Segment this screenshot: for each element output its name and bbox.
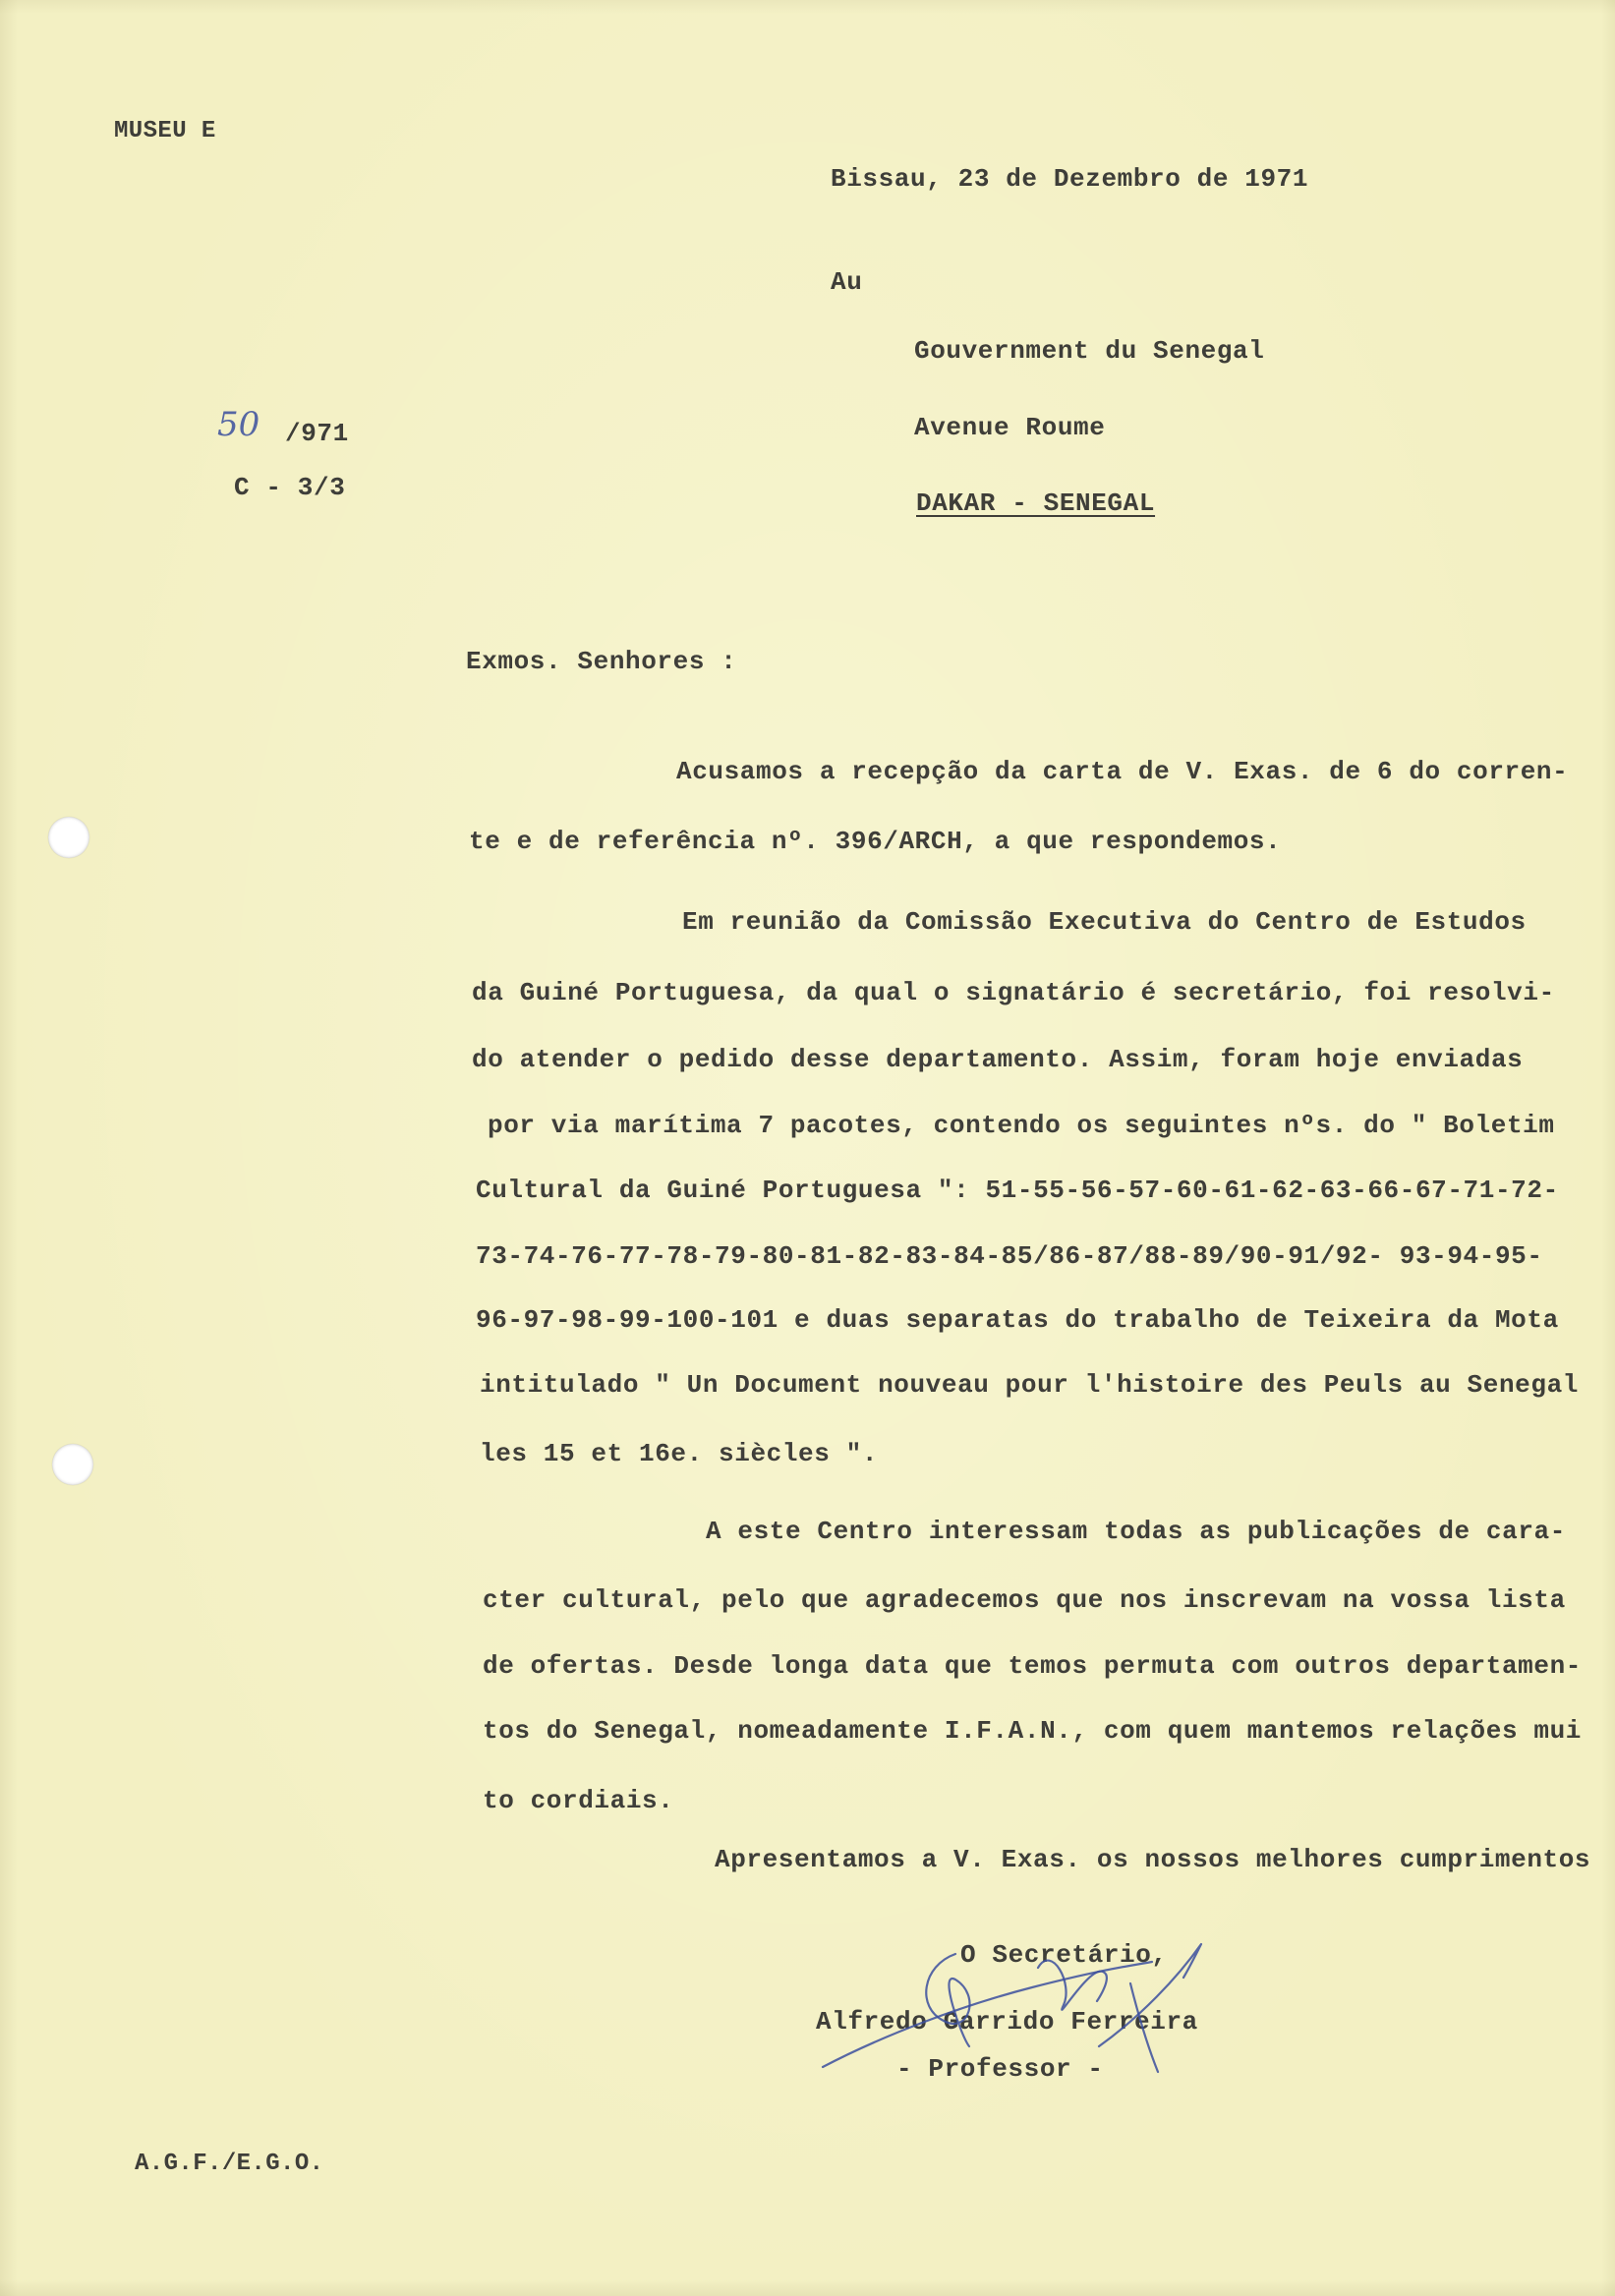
paragraph-line: por via marítima 7 pacotes, contendo os seguintes nºs. do " Boletim	[488, 1111, 1555, 1140]
signature-stroke	[823, 1962, 1152, 2067]
typist-initials: A.G.F./E.G.O.	[135, 2151, 324, 2177]
paragraph-line: cter cultural, pelo que agradecemos que nos inscrevam na vossa lista	[483, 1585, 1566, 1615]
paragraph-line: 96-97-98-99-100-101 e duas separatas do trabalho de Teixeira da Mota	[476, 1305, 1559, 1335]
greeting: Exmos. Senhores :	[466, 647, 737, 676]
recipient-line-city: DAKAR - SENEGAL	[916, 488, 1156, 518]
paragraph-line: tos do Senegal, nomeadamente I.F.A.N., com quem mantemos relações mui	[483, 1716, 1582, 1746]
signature-stroke	[926, 1954, 969, 2046]
recipient-line-organization: Gouvernment du Senegal	[914, 336, 1265, 366]
paragraph-line: Acusamos a recepção da carta de V. Exas. de 6 do corren-	[676, 757, 1569, 786]
signature-stroke	[1038, 1961, 1107, 2010]
recipient-line-street: Avenue Roume	[914, 413, 1106, 442]
file-code: C - 3/3	[234, 473, 346, 502]
handwritten-signature	[806, 1926, 1219, 2084]
museum-code: MUSEU E	[114, 118, 216, 144]
signatory-title: O Secretário,	[960, 1940, 1168, 1970]
paragraph-line: 73-74-76-77-78-79-80-81-82-83-84-85/86-87/88-89/90-91/92- 93-94-95-	[476, 1241, 1543, 1271]
paragraph-line: A este Centro interessam todas as publicações de cara-	[706, 1517, 1566, 1546]
reference-year: /971	[285, 419, 349, 448]
signature-stroke	[1099, 1944, 1201, 2046]
place-date: Bissau, 23 de Dezembro de 1971	[831, 164, 1309, 194]
paragraph-line: Cultural da Guiné Portuguesa ": 51-55-56-57-60-61-62-63-66-67-71-72-	[476, 1176, 1559, 1205]
recipient-salutation: Au	[831, 267, 863, 297]
handwritten-reference-number: 50	[217, 405, 260, 444]
paragraph-line: da Guiné Portuguesa, da qual o signatário é secretário, foi resolvi-	[472, 978, 1555, 1007]
paragraph-line: to cordiais.	[483, 1786, 674, 1815]
signatory-name: Alfredo Garrido Ferreira	[816, 2007, 1198, 2037]
paragraph-line: les 15 et 16e. siècles ".	[480, 1439, 879, 1468]
paragraph-line: Em reunião da Comissão Executiva do Centro de Estudos	[682, 907, 1527, 937]
punch-hole-bottom	[52, 1444, 93, 1485]
paragraph-line: de ofertas. Desde longa data que temos permuta com outros departamen-	[483, 1651, 1582, 1681]
signature-stroke	[1130, 1983, 1158, 2072]
paragraph-line: te e de referência nº. 396/ARCH, a que respondemos.	[469, 827, 1282, 856]
paragraph-line: do atender o pedido desse departamento. Assim, foram hoje enviadas	[472, 1045, 1524, 1074]
punch-hole-top	[48, 817, 89, 858]
closing-line: Apresentamos a V. Exas. os nossos melhores cumprimentos	[715, 1845, 1591, 1874]
signatory-role: - Professor -	[896, 2054, 1104, 2084]
paragraph-line: intitulado " Un Document nouveau pour l'histoire des Peuls au Senegal	[480, 1370, 1579, 1400]
